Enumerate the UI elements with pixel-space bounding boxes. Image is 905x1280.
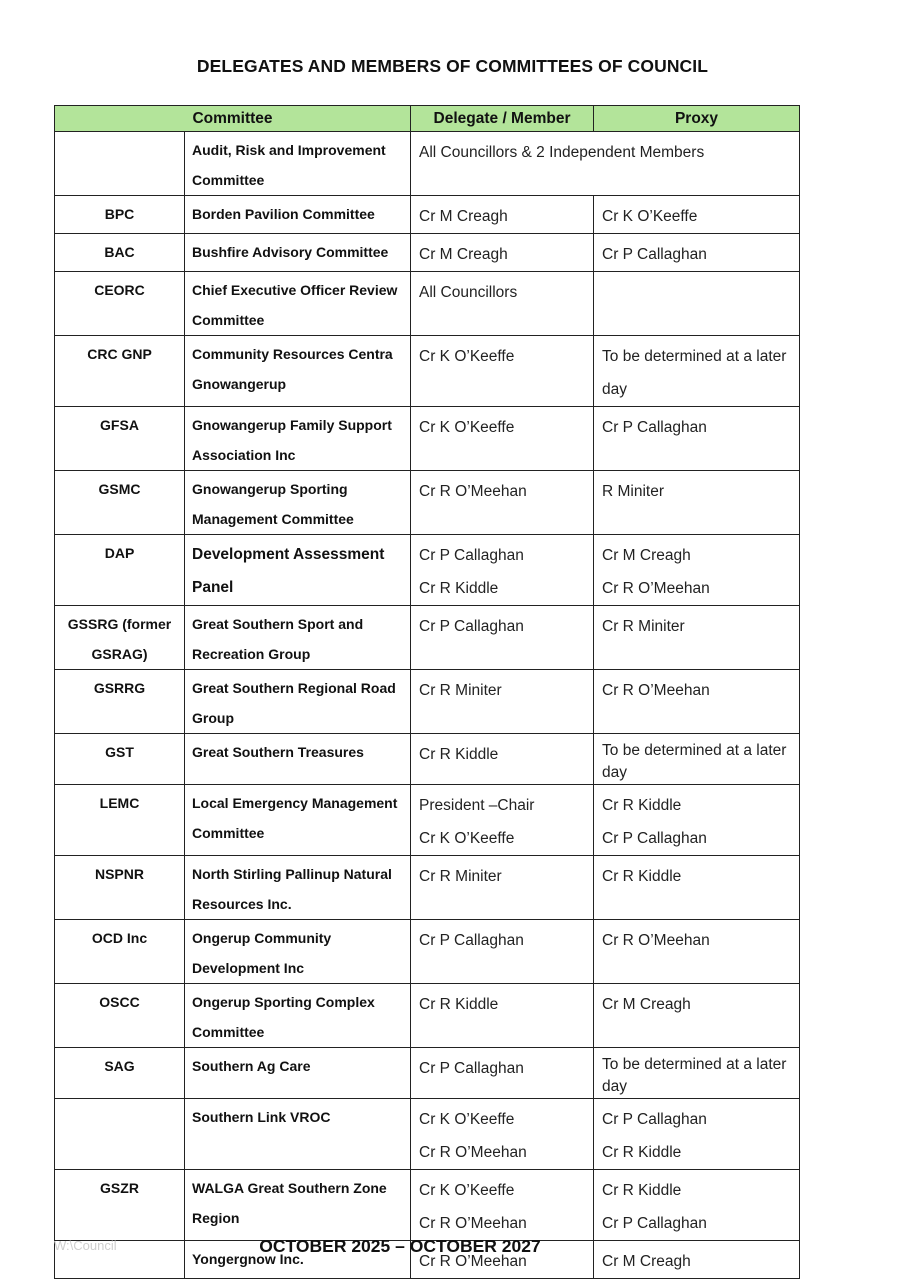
footer-file-path: W:\Council bbox=[54, 1238, 117, 1253]
committee-name: Borden Pavilion Committee bbox=[185, 196, 411, 234]
proxy-cell bbox=[594, 606, 800, 670]
committee-name: Ongerup Community Development Inc bbox=[185, 920, 411, 984]
committee-name: Audit, Risk and Improvement Committee bbox=[185, 132, 411, 196]
delegate-cell bbox=[411, 920, 594, 984]
committee-name: Southern Ag Care bbox=[185, 1048, 411, 1099]
committee-abbreviation: SAG bbox=[55, 1048, 185, 1099]
delegate-cell-entry: Cr K O’Keeffe bbox=[419, 1182, 515, 1199]
committee-name: Community Resources Centra Gnowangerup bbox=[185, 336, 411, 407]
delegate-cell bbox=[411, 734, 594, 785]
committee-abbreviation: CEORC bbox=[55, 272, 185, 336]
committee-abbreviation: BAC bbox=[55, 234, 185, 272]
proxy-cell bbox=[594, 984, 800, 1048]
committee-name: Chief Executive Officer Review Committee bbox=[185, 272, 411, 336]
delegate-cell bbox=[411, 670, 594, 734]
delegate-cell-entry: Cr P Callaghan bbox=[419, 618, 524, 635]
header-delegate: Delegate / Member bbox=[411, 106, 594, 132]
table-row bbox=[55, 1048, 800, 1099]
committee-name: Great Southern Regional Road Group bbox=[185, 670, 411, 734]
committee-abbreviation: LEMC bbox=[55, 785, 185, 856]
table-row bbox=[55, 196, 800, 234]
table-row bbox=[55, 920, 800, 984]
committee-name: WALGA Great Southern Zone Region bbox=[185, 1170, 411, 1241]
proxy-cell-entry: Cr R O’Meehan bbox=[602, 580, 710, 597]
proxy-cell bbox=[594, 670, 800, 734]
proxy-cell-entry: Cr P Callaghan bbox=[602, 1215, 707, 1232]
committee-abbreviation: GSRRG bbox=[55, 670, 185, 734]
proxy-cell bbox=[594, 336, 800, 407]
delegate-cell-entry: Cr R Kiddle bbox=[419, 996, 499, 1013]
proxy-cell bbox=[594, 471, 800, 535]
table-row bbox=[55, 535, 800, 606]
committee-name: Bushfire Advisory Committee bbox=[185, 234, 411, 272]
committee-abbreviation: GSSRG (former GSRAG) bbox=[55, 606, 185, 670]
table-row bbox=[55, 1170, 800, 1241]
delegate-cell-entry: Cr R Miniter bbox=[419, 682, 502, 699]
committee-abbreviation: DAP bbox=[55, 535, 185, 606]
delegate-cell bbox=[411, 535, 594, 606]
delegate-cell bbox=[411, 336, 594, 407]
proxy-cell bbox=[594, 1170, 800, 1241]
proxy-cell-entry: R Miniter bbox=[602, 483, 665, 500]
delegate-cell-entry: Cr R O’Meehan bbox=[419, 1144, 527, 1161]
delegate-cell-entry: Cr K O’Keeffe bbox=[419, 419, 515, 436]
proxy-cell-entry: Cr R Kiddle bbox=[602, 868, 682, 885]
committee-abbreviation: BPC bbox=[55, 196, 185, 234]
proxy-cell bbox=[594, 785, 800, 856]
delegate-cell-entry: Cr K O’Keeffe bbox=[419, 830, 515, 847]
proxy-cell bbox=[594, 535, 800, 606]
delegate-cell bbox=[411, 234, 594, 272]
table-row bbox=[55, 471, 800, 535]
proxy-cell bbox=[594, 1099, 800, 1170]
committee-name: Gnowangerup Family Support Association Inc bbox=[185, 407, 411, 471]
proxy-cell-entry: Cr R Kiddle bbox=[602, 1144, 682, 1161]
delegate-cell bbox=[411, 471, 594, 535]
proxy-cell bbox=[594, 1048, 800, 1099]
delegate-cell-entry: All Councillors & 2 Independent Members bbox=[419, 144, 705, 161]
table-row bbox=[55, 856, 800, 920]
committee-abbreviation: GSMC bbox=[55, 471, 185, 535]
table-row bbox=[55, 234, 800, 272]
table-row bbox=[55, 984, 800, 1048]
delegate-cell bbox=[411, 1048, 594, 1099]
proxy-cell bbox=[594, 196, 800, 234]
proxy-cell-entry: Cr M Creagh bbox=[602, 1253, 691, 1270]
delegate-cell-entry: Cr P Callaghan bbox=[419, 932, 524, 949]
header-proxy: Proxy bbox=[594, 106, 800, 132]
committee-name: Southern Link VROC bbox=[185, 1099, 411, 1170]
delegate-cell-entry: All Councillors bbox=[419, 284, 518, 301]
committee-abbreviation: NSPNR bbox=[55, 856, 185, 920]
committee-abbreviation: CRC GNP bbox=[55, 336, 185, 407]
table-row bbox=[55, 407, 800, 471]
delegate-cell-entry: Cr R O’Meehan bbox=[419, 1253, 527, 1270]
proxy-cell bbox=[594, 734, 800, 785]
delegate-cell-entry: Cr M Creagh bbox=[419, 246, 508, 263]
committee-abbreviation: GFSA bbox=[55, 407, 185, 471]
delegate-cell-entry: Cr R Kiddle bbox=[419, 580, 499, 597]
proxy-cell bbox=[594, 234, 800, 272]
proxy-cell-entry: Cr M Creagh bbox=[602, 996, 691, 1013]
proxy-cell-entry: To be determined at a later day bbox=[602, 1056, 787, 1095]
delegate-cell-entry: Cr M Creagh bbox=[419, 208, 508, 225]
committee-abbreviation: OCD Inc bbox=[55, 920, 185, 984]
delegate-cell bbox=[411, 984, 594, 1048]
table-row bbox=[55, 336, 800, 407]
delegate-cell bbox=[411, 1170, 594, 1241]
proxy-cell bbox=[594, 920, 800, 984]
committee-name: Gnowangerup Sporting Management Committee bbox=[185, 471, 411, 535]
table-row bbox=[55, 132, 800, 196]
delegate-cell-entry: Cr R O’Meehan bbox=[419, 483, 527, 500]
proxy-cell-entry: Cr P Callaghan bbox=[602, 246, 707, 263]
table-header-row bbox=[55, 106, 800, 132]
table-row bbox=[55, 785, 800, 856]
header-committee: Committee bbox=[55, 106, 411, 132]
committee-name: Great Southern Treasures bbox=[185, 734, 411, 785]
delegate-cell-entry: Cr R O’Meehan bbox=[419, 1215, 527, 1232]
proxy-cell bbox=[594, 1241, 800, 1279]
committee-abbreviation bbox=[55, 1099, 185, 1170]
delegate-cell bbox=[411, 272, 594, 336]
proxy-cell bbox=[594, 856, 800, 920]
delegate-cell bbox=[411, 407, 594, 471]
proxy-cell-entry: Cr P Callaghan bbox=[602, 830, 707, 847]
delegate-cell bbox=[411, 196, 594, 234]
proxy-cell bbox=[594, 272, 800, 336]
committee-name: Ongerup Sporting Complex Committee bbox=[185, 984, 411, 1048]
delegate-cell bbox=[411, 785, 594, 856]
table-row bbox=[55, 734, 800, 785]
delegate-cell bbox=[411, 132, 800, 196]
committee-abbreviation: OSCC bbox=[55, 984, 185, 1048]
delegate-cell bbox=[411, 606, 594, 670]
committee-name: Local Emergency Management Committee bbox=[185, 785, 411, 856]
proxy-cell-entry: Cr R O’Meehan bbox=[602, 682, 710, 699]
delegate-cell-entry: President –Chair bbox=[419, 797, 535, 814]
proxy-cell-entry: Cr P Callaghan bbox=[602, 419, 707, 436]
committee-name: Development Assessment Panel bbox=[185, 535, 411, 606]
proxy-cell-entry: Cr K O’Keeffe bbox=[602, 208, 698, 225]
delegate-cell-entry: Cr P Callaghan bbox=[419, 1060, 524, 1077]
proxy-cell bbox=[594, 407, 800, 471]
committee-abbreviation: GSZR bbox=[55, 1170, 185, 1241]
committee-abbreviation: GST bbox=[55, 734, 185, 785]
committees-table bbox=[54, 105, 800, 1279]
table-row bbox=[55, 1099, 800, 1170]
delegate-cell-entry: Cr K O’Keeffe bbox=[419, 348, 515, 365]
document-title: DELEGATES AND MEMBERS OF COMMITTEES OF COUNCIL bbox=[196, 56, 709, 76]
table-row bbox=[55, 670, 800, 734]
committee-name: Yongergnow Inc. bbox=[185, 1241, 411, 1279]
proxy-cell-entry: Cr R O’Meehan bbox=[602, 932, 710, 949]
delegate-cell bbox=[411, 856, 594, 920]
delegate-cell bbox=[411, 1099, 594, 1170]
delegate-cell-entry: Cr P Callaghan bbox=[419, 547, 524, 564]
delegate-cell-entry: Cr K O’Keeffe bbox=[419, 1111, 515, 1128]
delegate-cell-entry: Cr R Miniter bbox=[419, 868, 502, 885]
proxy-cell-entry: To be determined at a later day bbox=[602, 348, 787, 398]
proxy-cell-entry: Cr R Kiddle bbox=[602, 797, 682, 814]
proxy-cell-entry: To be determined at a later day bbox=[602, 742, 787, 781]
proxy-cell-entry: Cr P Callaghan bbox=[602, 1111, 707, 1128]
proxy-cell-entry: Cr M Creagh bbox=[602, 547, 691, 564]
table-row bbox=[55, 272, 800, 336]
footer-period: OCTOBER 2025 – OCTOBER 2027 bbox=[259, 1236, 541, 1256]
committee-abbreviation bbox=[55, 132, 185, 196]
proxy-cell-entry: Cr R Kiddle bbox=[602, 1182, 682, 1199]
committee-name: Great Southern Sport and Recreation Group bbox=[185, 606, 411, 670]
committee-name: North Stirling Pallinup Natural Resources Inc. bbox=[185, 856, 411, 920]
proxy-cell-entry: Cr R Miniter bbox=[602, 618, 685, 635]
table-row bbox=[55, 606, 800, 670]
delegate-cell-entry: Cr R Kiddle bbox=[419, 746, 499, 763]
